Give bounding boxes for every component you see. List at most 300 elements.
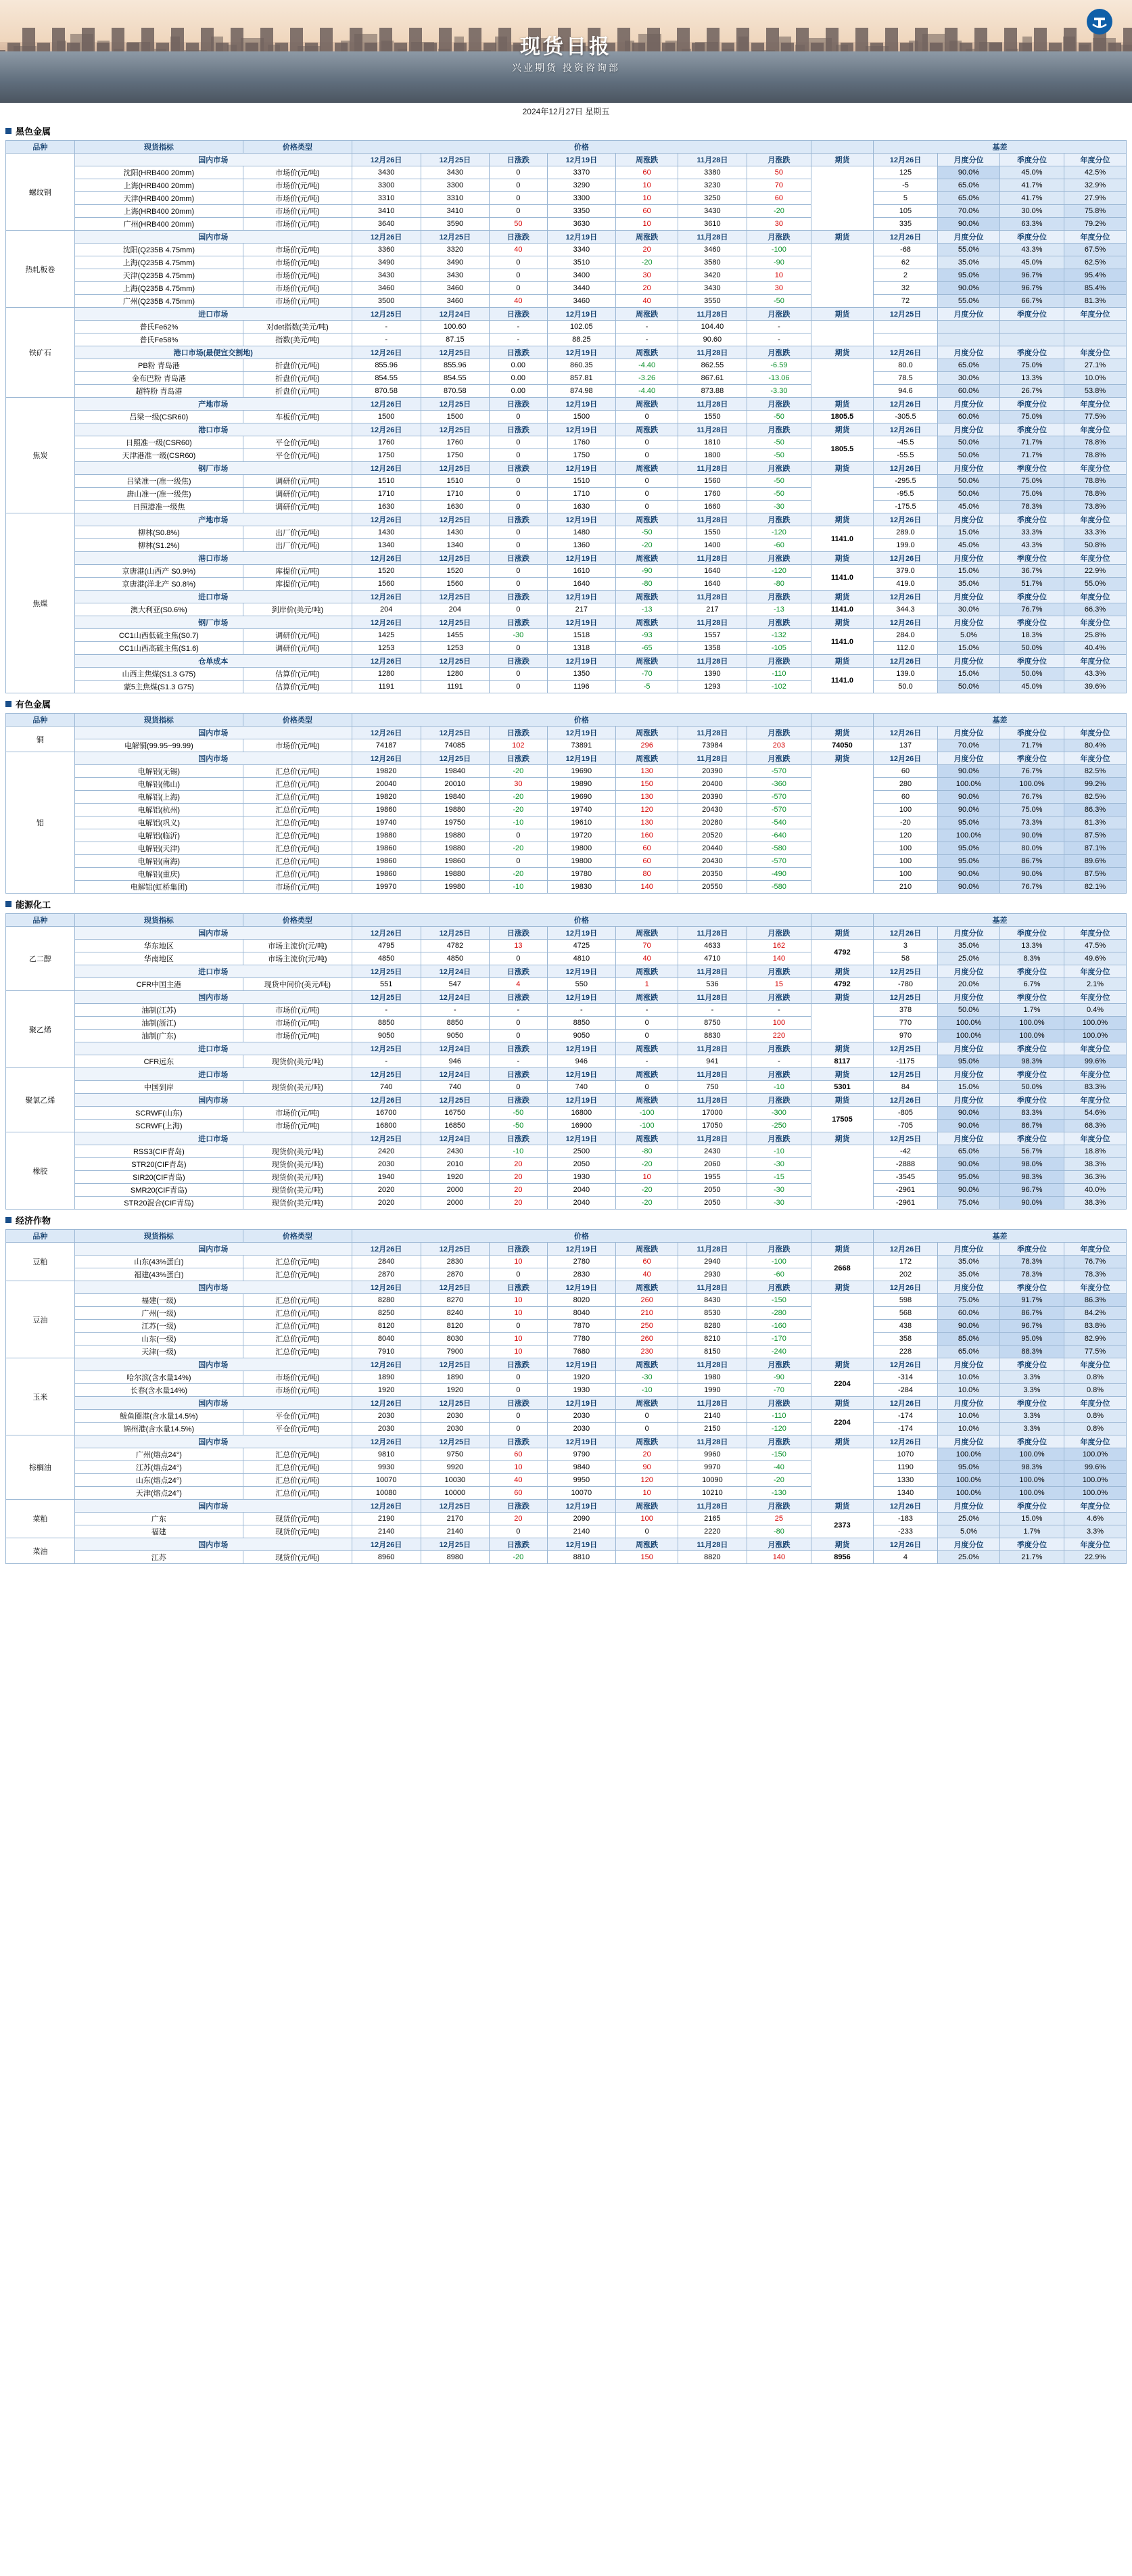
indicator-name: 电解铝(重庆) — [74, 868, 243, 881]
year-percentile: 25.8% — [1064, 629, 1127, 642]
price-value: 4725 — [547, 940, 616, 952]
year-percentile: 36.3% — [1064, 1171, 1127, 1184]
col-futures-head — [811, 714, 874, 727]
change-value: 0 — [490, 1525, 547, 1538]
month-pct-header: 月度分位 — [938, 423, 1000, 436]
change-value: -4.40 — [616, 359, 678, 372]
futures-price — [811, 244, 874, 308]
futures-header: 期货 — [811, 727, 874, 739]
date-header-1: 12月25日 — [421, 1397, 490, 1410]
indicator-name: 上海(HRB400 20mm) — [74, 205, 243, 218]
price-value: 9810 — [352, 1448, 421, 1461]
indicator-name: 上海(Q235B 4.75mm) — [74, 282, 243, 295]
month-percentile: 60.0% — [938, 411, 1000, 423]
quarter-percentile: 30.0% — [999, 205, 1064, 218]
table-header-row — [6, 914, 1127, 927]
table-row — [6, 179, 1127, 192]
table-ferrous — [5, 140, 1127, 693]
quarter-percentile: 1.7% — [999, 1525, 1064, 1538]
change-value: -150 — [747, 1448, 811, 1461]
change-value: 50 — [490, 218, 547, 231]
quarter-pct-header: 季度分位 — [999, 1397, 1064, 1410]
basis-value: -175.5 — [873, 501, 937, 513]
change-value: 30 — [616, 269, 678, 282]
year-pct-header: 年度分位 — [1064, 1397, 1127, 1410]
date-header-3: 12月19日 — [547, 1397, 616, 1410]
price-type: 现货价(美元/吨) — [243, 1055, 352, 1068]
price-value: 19840 — [421, 791, 490, 804]
price-value: 10070 — [547, 1487, 616, 1500]
price-value: 3510 — [547, 256, 616, 269]
indicator-name: 山东(熔点24°) — [74, 1474, 243, 1487]
quarter-percentile: 45.0% — [999, 256, 1064, 269]
futures-header: 期货 — [811, 1094, 874, 1107]
price-value: 19720 — [547, 829, 616, 842]
year-percentile: 67.5% — [1064, 244, 1127, 256]
market-label: 国内市场 — [74, 991, 352, 1004]
quarter-percentile: 100.0% — [999, 1030, 1064, 1042]
year-percentile: 50.8% — [1064, 539, 1127, 552]
table-row — [6, 952, 1127, 965]
year-percentile: 99.6% — [1064, 1055, 1127, 1068]
quarter-percentile: 26.7% — [999, 385, 1064, 398]
price-value: 9750 — [421, 1448, 490, 1461]
price-type: 出厂价(元/吨) — [243, 526, 352, 539]
price-value: 3410 — [421, 205, 490, 218]
price-value: 3490 — [421, 256, 490, 269]
col-basis-group: 基差 — [873, 714, 1126, 727]
price-value: 2830 — [421, 1256, 490, 1268]
basis-date-header: 12月26日 — [873, 154, 937, 166]
date-header-4: 周涨跌 — [616, 1132, 678, 1145]
change-value: 0 — [490, 642, 547, 655]
price-value: 1358 — [678, 642, 747, 655]
month-percentile: 45.0% — [938, 501, 1000, 513]
price-value: 1318 — [547, 642, 616, 655]
price-type: 市场价(元/吨) — [243, 192, 352, 205]
year-pct-header: 年度分位 — [1064, 552, 1127, 565]
month-pct-header: 月度分位 — [938, 1094, 1000, 1107]
quarter-percentile: 1.7% — [999, 1004, 1064, 1017]
year-percentile: 80.4% — [1064, 739, 1127, 752]
date-header-4: 周涨跌 — [616, 1094, 678, 1107]
basis-date-header: 12月26日 — [873, 752, 937, 765]
year-pct-header: 年度分位 — [1064, 927, 1127, 940]
band-header-row — [6, 231, 1127, 244]
date-header-2: 日涨跌 — [490, 346, 547, 359]
change-value: -120 — [747, 526, 811, 539]
price-value: 8270 — [421, 1294, 490, 1307]
price-type: 车板价(元/吨) — [243, 411, 352, 423]
month-percentile: 90.0% — [938, 804, 1000, 816]
quarter-percentile: 100.0% — [999, 1474, 1064, 1487]
month-percentile: 95.0% — [938, 1171, 1000, 1184]
change-value: 296 — [616, 739, 678, 752]
change-value: 0 — [490, 282, 547, 295]
quarter-pct-header: 季度分位 — [999, 1500, 1064, 1513]
month-pct-header: 月度分位 — [938, 927, 1000, 940]
price-value: 8820 — [678, 1551, 747, 1564]
price-value: 1710 — [547, 488, 616, 501]
date-header-0: 12月26日 — [352, 398, 421, 411]
price-value: 2870 — [352, 1268, 421, 1281]
date-header-2: 日涨跌 — [490, 308, 547, 321]
month-percentile: 95.0% — [938, 269, 1000, 282]
change-value: -10 — [490, 816, 547, 829]
indicator-name: 电解铜(99.95~99.99) — [74, 739, 243, 752]
quarter-percentile: 43.3% — [999, 244, 1064, 256]
change-value: 0 — [490, 526, 547, 539]
futures-price: 1141.0 — [811, 629, 874, 655]
change-value: -150 — [747, 1294, 811, 1307]
price-type: 平仓价(元/吨) — [243, 1410, 352, 1423]
month-percentile: 30.0% — [938, 603, 1000, 616]
month-percentile: 65.0% — [938, 179, 1000, 192]
price-type: 市场价(元/吨) — [243, 282, 352, 295]
year-percentile: 82.9% — [1064, 1333, 1127, 1346]
price-value: 1455 — [421, 629, 490, 642]
price-type: 对det指数(美元/吨) — [243, 321, 352, 334]
date-header-5: 11月28日 — [678, 1132, 747, 1145]
variety-name: 铁矿石 — [6, 308, 75, 398]
table-row — [6, 681, 1127, 693]
year-pct-header: 年度分位 — [1064, 398, 1127, 411]
price-type: 平仓价(元/吨) — [243, 1423, 352, 1435]
change-value: -50 — [616, 526, 678, 539]
price-value: 2030 — [352, 1158, 421, 1171]
date-header-6: 月涨跌 — [747, 655, 811, 668]
price-value: 1920 — [421, 1384, 490, 1397]
indicator-name: 广州(Q235B 4.75mm) — [74, 295, 243, 308]
price-value: 20440 — [678, 842, 747, 855]
price-value: 4782 — [421, 940, 490, 952]
price-value: 3640 — [352, 218, 421, 231]
table-row — [6, 321, 1127, 334]
date-header-1: 12月25日 — [421, 1281, 490, 1294]
table-row — [6, 1171, 1127, 1184]
date-header-5: 11月28日 — [678, 752, 747, 765]
band-header-row — [6, 991, 1127, 1004]
date-header-2: 日涨跌 — [490, 423, 547, 436]
date-header-0: 12月25日 — [352, 965, 421, 978]
indicator-name: 超特粉 青岛港 — [74, 385, 243, 398]
price-value: 3230 — [678, 179, 747, 192]
date-header-4: 周涨跌 — [616, 513, 678, 526]
price-type: 调研价(元/吨) — [243, 642, 352, 655]
price-type: 市场价(元/吨) — [243, 205, 352, 218]
basis-value: 3 — [873, 940, 937, 952]
quarter-percentile: 83.3% — [999, 1107, 1064, 1120]
quarter-percentile: 96.7% — [999, 1184, 1064, 1197]
quarter-percentile: 100.0% — [999, 1448, 1064, 1461]
year-percentile: 62.5% — [1064, 256, 1127, 269]
month-pct-header: 月度分位 — [938, 591, 1000, 603]
year-percentile: 95.4% — [1064, 269, 1127, 282]
price-value: 19740 — [547, 804, 616, 816]
price-value: 8980 — [421, 1551, 490, 1564]
change-value: -3.26 — [616, 372, 678, 385]
price-value: 740 — [421, 1081, 490, 1094]
date-header-4: 周涨跌 — [616, 591, 678, 603]
col-futures-head — [811, 141, 874, 154]
change-value: -570 — [747, 765, 811, 778]
price-value: 217 — [547, 603, 616, 616]
market-label: 国内市场 — [74, 1435, 352, 1448]
month-percentile: 5.0% — [938, 629, 1000, 642]
change-value: 0 — [490, 681, 547, 693]
price-value: 3410 — [352, 205, 421, 218]
indicator-name: 山西主焦煤(S1.3 G75) — [74, 668, 243, 681]
price-type: 估算价(元/吨) — [243, 681, 352, 693]
quarter-percentile: 86.7% — [999, 855, 1064, 868]
indicator-name: PB粉 青岛港 — [74, 359, 243, 372]
basis-value: -55.5 — [873, 449, 937, 462]
price-value: 2030 — [547, 1423, 616, 1435]
basis-date-header: 12月26日 — [873, 1358, 937, 1371]
change-value: 10 — [616, 192, 678, 205]
price-type: 现货价(元/吨) — [243, 1525, 352, 1538]
change-value: 0 — [490, 829, 547, 842]
price-value: 8030 — [421, 1333, 490, 1346]
year-percentile: 38.3% — [1064, 1158, 1127, 1171]
market-label: 产地市场 — [74, 398, 352, 411]
report-date: 2024年12月27日 星期五 — [522, 107, 610, 116]
basis-value: -780 — [873, 978, 937, 991]
price-value: 7780 — [547, 1333, 616, 1346]
price-type: 市场价(元/吨) — [243, 166, 352, 179]
price-value: 3630 — [547, 218, 616, 231]
price-value: 9950 — [547, 1474, 616, 1487]
quarter-percentile: 91.7% — [999, 1294, 1064, 1307]
price-value: 1750 — [352, 449, 421, 462]
change-value: -170 — [747, 1333, 811, 1346]
change-value: -105 — [747, 642, 811, 655]
futures-price — [811, 359, 874, 398]
col-price-group: 价格 — [352, 914, 811, 927]
quarter-percentile: 90.0% — [999, 1197, 1064, 1210]
change-value: 40 — [616, 1268, 678, 1281]
table-row — [6, 603, 1127, 616]
price-type: 市场价(元/吨) — [243, 295, 352, 308]
date-header-1: 12月25日 — [421, 1358, 490, 1371]
price-value: 19880 — [421, 842, 490, 855]
col-indicator: 现货指标 — [74, 1230, 243, 1243]
basis-date-header: 12月25日 — [873, 965, 937, 978]
date-header-3: 12月19日 — [547, 398, 616, 411]
change-value: 0 — [616, 1423, 678, 1435]
year-percentile: 0.8% — [1064, 1371, 1127, 1384]
change-value: -570 — [747, 855, 811, 868]
date-header-2: 日涨跌 — [490, 398, 547, 411]
price-value: 7870 — [547, 1320, 616, 1333]
indicator-name: 江苏 — [74, 1551, 243, 1564]
price-value: 8040 — [547, 1307, 616, 1320]
date-header-2: 日涨跌 — [490, 1281, 547, 1294]
price-value: 16750 — [421, 1107, 490, 1120]
price-value: 3370 — [547, 166, 616, 179]
year-percentile: 100.0% — [1064, 1448, 1127, 1461]
quarter-percentile: 15.0% — [999, 1513, 1064, 1525]
price-value: 3430 — [421, 269, 490, 282]
price-value: 2220 — [678, 1525, 747, 1538]
quarter-pct-header: 季度分位 — [999, 552, 1064, 565]
price-value: 1630 — [421, 501, 490, 513]
table-row — [6, 1107, 1127, 1120]
change-value: 130 — [616, 791, 678, 804]
change-value: -20 — [490, 791, 547, 804]
year-percentile: 3.3% — [1064, 1525, 1127, 1538]
date-header-2: 日涨跌 — [490, 1243, 547, 1256]
date-header-4: 周涨跌 — [616, 1042, 678, 1055]
indicator-name: SCRWF(山东) — [74, 1107, 243, 1120]
change-value: -570 — [747, 791, 811, 804]
change-value: 102 — [490, 739, 547, 752]
change-value: -13 — [747, 603, 811, 616]
table-row — [6, 218, 1127, 231]
change-value: 140 — [747, 952, 811, 965]
quarter-percentile: 76.7% — [999, 791, 1064, 804]
price-value: 2040 — [547, 1184, 616, 1197]
date-header-3: 12月19日 — [547, 591, 616, 603]
change-value: -110 — [747, 1410, 811, 1423]
indicator-name: 江苏(一级) — [74, 1320, 243, 1333]
date-header-1: 12月25日 — [421, 616, 490, 629]
change-value: 0 — [490, 475, 547, 488]
quarter-percentile: 86.7% — [999, 1307, 1064, 1320]
basis-date-header: 12月25日 — [873, 1132, 937, 1145]
change-value: -100 — [616, 1120, 678, 1132]
basis-value: -20 — [873, 816, 937, 829]
band-header-row — [6, 423, 1127, 436]
date-header-5: 11月28日 — [678, 308, 747, 321]
indicator-name: 鲅鱼圈港(含水量14.5%) — [74, 1410, 243, 1423]
price-value: - — [678, 1004, 747, 1017]
month-percentile: 30.0% — [938, 372, 1000, 385]
price-value: 750 — [678, 1081, 747, 1094]
basis-value: 335 — [873, 218, 937, 231]
price-type: 汇总价(元/吨) — [243, 1256, 352, 1268]
price-value: 73891 — [547, 739, 616, 752]
month-percentile: 50.0% — [938, 436, 1000, 449]
year-percentile: 0.8% — [1064, 1384, 1127, 1397]
change-value: 0 — [490, 1081, 547, 1094]
indicator-name: 广州(熔点24°) — [74, 1448, 243, 1461]
change-value: -4.40 — [616, 385, 678, 398]
basis-value: 228 — [873, 1346, 937, 1358]
price-value: 9050 — [352, 1030, 421, 1042]
basis-value: -705 — [873, 1120, 937, 1132]
date-header-2: 日涨跌 — [490, 1435, 547, 1448]
table-row — [6, 578, 1127, 591]
date-header-4: 周涨跌 — [616, 1397, 678, 1410]
year-percentile: 54.6% — [1064, 1107, 1127, 1120]
price-type: 现货价(美元/吨) — [243, 1158, 352, 1171]
basis-date-header: 12月26日 — [873, 462, 937, 475]
futures-header: 期货 — [811, 1500, 874, 1513]
basis-value: 1330 — [873, 1474, 937, 1487]
change-value: 0 — [490, 952, 547, 965]
month-percentile — [938, 321, 1000, 334]
price-type: 现货价(美元/吨) — [243, 1184, 352, 1197]
date-header-6: 月涨跌 — [747, 927, 811, 940]
price-type: 调研价(元/吨) — [243, 488, 352, 501]
change-value: -120 — [747, 565, 811, 578]
date-header-4: 周涨跌 — [616, 752, 678, 765]
price-type: 汇总价(元/吨) — [243, 1294, 352, 1307]
change-value: 10 — [616, 1487, 678, 1500]
quarter-percentile — [999, 334, 1064, 346]
date-header-0: 12月26日 — [352, 154, 421, 166]
price-value: 19690 — [547, 765, 616, 778]
price-value: 8250 — [352, 1307, 421, 1320]
futures-header: 期货 — [811, 965, 874, 978]
change-value: - — [747, 1004, 811, 1017]
change-value: 30 — [747, 218, 811, 231]
date-header-3: 12月19日 — [547, 965, 616, 978]
price-value: 1191 — [421, 681, 490, 693]
date-header-0: 12月25日 — [352, 1068, 421, 1081]
price-value: 1280 — [421, 668, 490, 681]
change-value: 140 — [616, 881, 678, 894]
year-percentile: 81.3% — [1064, 816, 1127, 829]
change-value: -20 — [616, 1197, 678, 1210]
table-row — [6, 1120, 1127, 1132]
price-value: 3250 — [678, 192, 747, 205]
month-percentile: 90.0% — [938, 1120, 1000, 1132]
change-value: 0.00 — [490, 385, 547, 398]
futures-price: 74050 — [811, 739, 874, 752]
date-header-3: 12月19日 — [547, 1042, 616, 1055]
change-value: - — [747, 1055, 811, 1068]
price-value: 19860 — [421, 855, 490, 868]
price-value: 2165 — [678, 1513, 747, 1525]
price-value: 9930 — [352, 1461, 421, 1474]
price-value: 3430 — [352, 166, 421, 179]
change-value: -50 — [747, 449, 811, 462]
change-value: -93 — [616, 629, 678, 642]
futures-price: 1141.0 — [811, 668, 874, 693]
price-value: 9790 — [547, 1448, 616, 1461]
market-label: 进口市场 — [74, 965, 352, 978]
year-percentile: 22.9% — [1064, 1551, 1127, 1564]
price-value: 2430 — [678, 1145, 747, 1158]
quarter-percentile: 8.3% — [999, 952, 1064, 965]
month-pct-header: 月度分位 — [938, 462, 1000, 475]
year-pct-header: 年度分位 — [1064, 308, 1127, 321]
indicator-name: STR20(CIF青岛) — [74, 1158, 243, 1171]
basis-value: 100 — [873, 855, 937, 868]
indicator-name: 电解铝(无锡) — [74, 765, 243, 778]
change-value: -30 — [747, 1158, 811, 1171]
change-value: 0 — [616, 1410, 678, 1423]
change-value: -540 — [747, 816, 811, 829]
date-header-4: 周涨跌 — [616, 1435, 678, 1448]
indicator-name: STR20混合(CIF青岛) — [74, 1197, 243, 1210]
price-value: 1710 — [352, 488, 421, 501]
year-percentile: 43.3% — [1064, 668, 1127, 681]
table-row — [6, 244, 1127, 256]
futures-header: 期货 — [811, 1538, 874, 1551]
price-value: 88.25 — [547, 334, 616, 346]
year-percentile: 78.8% — [1064, 449, 1127, 462]
date-header-0: 12月26日 — [352, 1538, 421, 1551]
price-type: 市场价(元/吨) — [243, 1017, 352, 1030]
basis-value: -42 — [873, 1145, 937, 1158]
quarter-percentile: 71.7% — [999, 739, 1064, 752]
futures-price: 1141.0 — [811, 565, 874, 591]
basis-value: 84 — [873, 1081, 937, 1094]
market-label: 钢厂市场 — [74, 462, 352, 475]
